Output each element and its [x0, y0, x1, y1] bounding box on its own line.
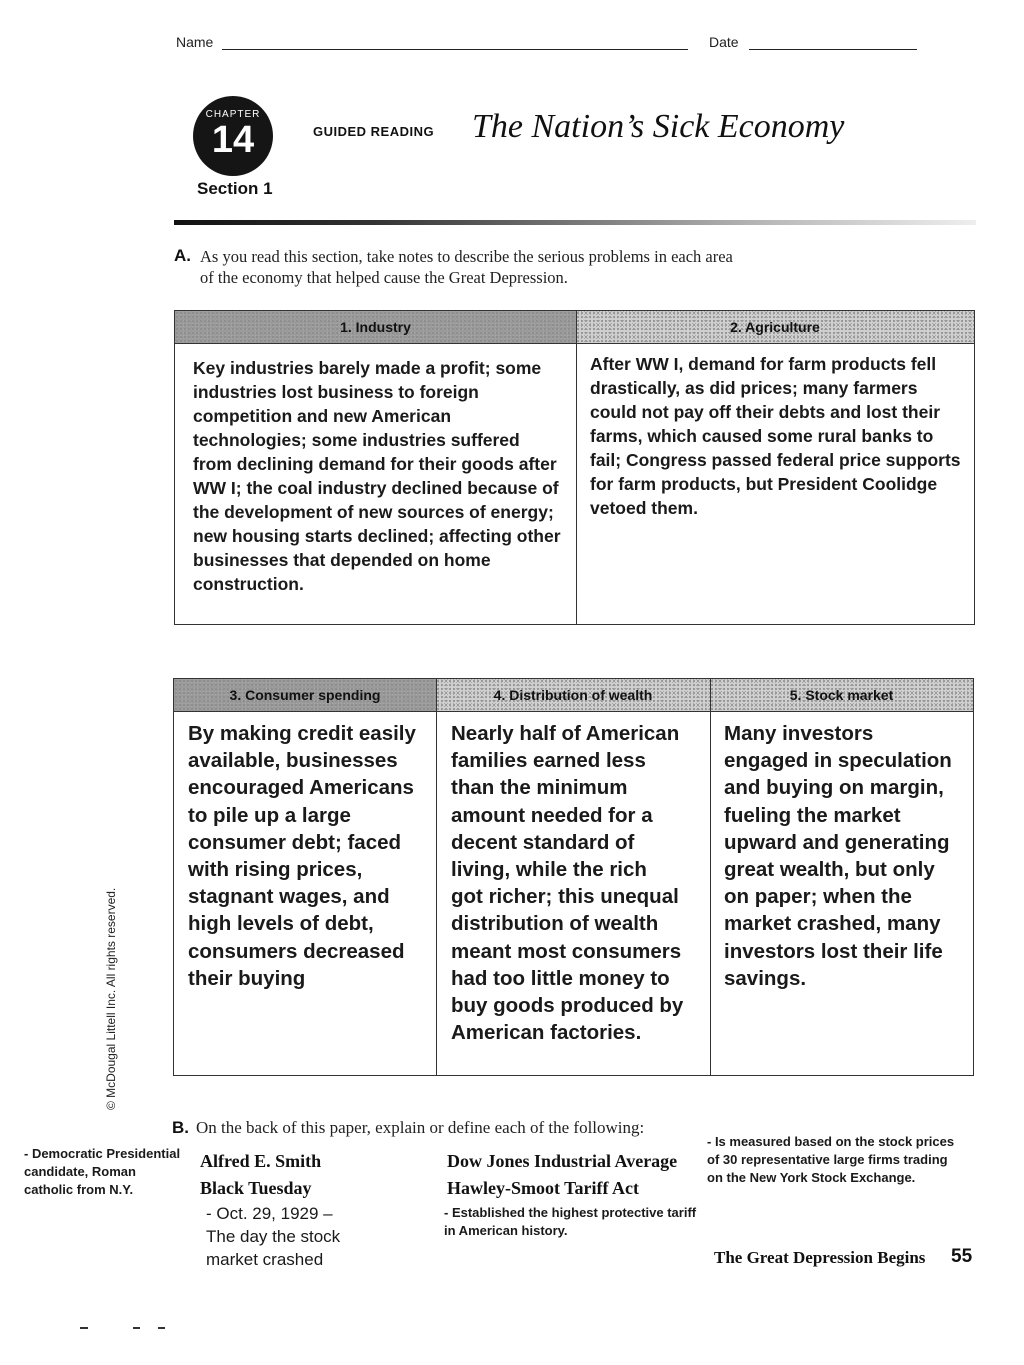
- section-label: Section 1: [197, 179, 273, 198]
- answer-line: encouraged Americans: [188, 776, 414, 800]
- answer-line: living, while the rich: [451, 858, 647, 882]
- answer-line: got richer; this unequal: [451, 885, 679, 909]
- answer-line: After WW I, demand for farm products fell: [590, 354, 937, 374]
- date-label: Date: [709, 34, 739, 50]
- box-answer-distribution-of-wealth[interactable]: [451, 720, 707, 1046]
- box-heading-stock-market: 5. Stock market: [710, 679, 973, 712]
- part-b-instructions: On the back of this paper, explain or define each of the following:: [196, 1118, 645, 1137]
- box-heading-agriculture: 2. Agriculture: [576, 311, 974, 344]
- page-title: The Nation’s Sick Economy: [472, 108, 845, 145]
- answer-line: industries lost business to foreign: [193, 382, 479, 402]
- answer-line: drastically, as did prices; many farmers: [590, 378, 918, 398]
- chapter-number: 14: [211, 119, 255, 161]
- answer-line: market crashed, many: [724, 912, 941, 936]
- answer-line: Nearly half of American: [451, 722, 680, 745]
- box-heading-industry: 1. Industry: [175, 311, 576, 344]
- page-number: 55: [951, 1246, 973, 1267]
- name-line[interactable]: [222, 49, 688, 50]
- note-line: - Oct. 29, 1929 –: [206, 1204, 333, 1223]
- answer-line: with rising prices,: [188, 858, 363, 882]
- answer-line: meant most consumers: [451, 939, 682, 963]
- chapter-word: CHAPTER: [205, 109, 261, 120]
- box-divider: [710, 679, 711, 1075]
- answer-line: great wealth, but only: [724, 858, 935, 882]
- box-answer-industry[interactable]: [193, 356, 571, 596]
- note-dow-jones: [707, 1133, 1007, 1187]
- answer-line: technologies; some industries suffered: [193, 430, 520, 450]
- guided-reading-label: GUIDED READING: [313, 124, 435, 139]
- answer-line: By making credit easily: [188, 722, 416, 745]
- answer-line: fail; Congress passed federal price supports: [590, 450, 961, 470]
- answer-line: investors lost their life: [724, 939, 943, 963]
- part-b-letter: B.: [172, 1118, 189, 1137]
- answer-line: new housing starts declined; affecting other: [193, 526, 561, 546]
- part-a-letter: A.: [174, 246, 191, 265]
- note-line: on the New York Stock Exchange.: [707, 1170, 916, 1185]
- note-line: in American history.: [444, 1223, 568, 1238]
- answer-line: engaged in speculation: [724, 749, 952, 773]
- term-hawley-smoot: Hawley-Smoot Tariff Act: [447, 1178, 639, 1198]
- term-alfred-smith: Alfred E. Smith: [200, 1151, 322, 1171]
- answer-line: than the minimum: [451, 776, 628, 800]
- box-divider: [436, 679, 437, 1075]
- note-line: catholic from N.Y.: [24, 1182, 134, 1197]
- answer-line: and buying on margin,: [724, 776, 944, 800]
- scan-speck: [133, 1327, 140, 1329]
- term-black-tuesday: Black Tuesday: [200, 1178, 312, 1198]
- answer-line: their buying: [188, 966, 306, 990]
- answer-line: for farm products, but President Coolidge: [590, 474, 938, 494]
- answer-line: Key industries barely made a profit; some: [193, 358, 542, 378]
- answer-line: families earned less: [451, 749, 646, 773]
- answer-line: farms, which caused some rural banks to: [590, 426, 934, 446]
- scan-speck: [158, 1327, 165, 1329]
- answer-line: consumers decreased: [188, 939, 405, 963]
- answer-line: upward and generating: [724, 830, 950, 854]
- answer-line: amount needed for a: [451, 803, 653, 827]
- note-hawley-smoot: [444, 1204, 714, 1240]
- answer-line: high levels of debt,: [188, 912, 374, 936]
- chapter-badge: [193, 96, 273, 176]
- notes-table-bottom: [173, 678, 974, 1076]
- answer-line: decent standard of: [451, 830, 635, 854]
- answer-line: American factories.: [451, 1021, 642, 1045]
- term-dow-jones: Dow Jones Industrial Average: [447, 1151, 678, 1171]
- note-line: market crashed: [206, 1250, 324, 1269]
- answer-line: competition and new American: [193, 406, 452, 426]
- header-rule: [174, 220, 976, 225]
- answer-line: stagnant wages, and: [188, 885, 390, 909]
- box-divider: [576, 311, 577, 624]
- note-line: - Democratic Presidential: [24, 1146, 181, 1161]
- footer-title: The Great Depression Begins: [714, 1248, 926, 1267]
- answer-line: WW I; the coal industry declined because of: [193, 478, 559, 498]
- box-heading-distribution-of-wealth: 4. Distribution of wealth: [436, 679, 710, 712]
- note-smith: [24, 1145, 194, 1199]
- part-a-instructions: [200, 246, 840, 288]
- note-line: - Established the highest protective tariff: [444, 1205, 697, 1220]
- date-line[interactable]: [749, 49, 917, 50]
- answer-line: to pile up a large: [188, 803, 351, 827]
- answer-line: Many investors: [724, 722, 874, 745]
- note-line: candidate, Roman: [24, 1164, 136, 1179]
- answer-line: fueling the market: [724, 803, 901, 827]
- answer-line: vetoed them.: [590, 498, 698, 518]
- answer-line: distribution of wealth: [451, 912, 659, 936]
- box-answer-agriculture[interactable]: [590, 352, 972, 520]
- name-label: Name: [176, 34, 214, 50]
- answer-line: could not pay off their debts and lost their: [590, 402, 941, 422]
- box-heading-consumer-spending: 3. Consumer spending: [174, 679, 436, 712]
- answer-line: available, businesses: [188, 749, 398, 773]
- note-line: The day the stock: [206, 1227, 341, 1246]
- part-a-instructions-line: As you read this section, take notes to describe the serious problems in each area: [200, 247, 733, 266]
- part-a-instructions-line: of the economy that helped cause the Great Depression.: [200, 268, 568, 287]
- answer-line: from declining demand for their goods after: [193, 454, 557, 474]
- answer-line: savings.: [724, 966, 807, 990]
- note-black-tuesday: [206, 1202, 406, 1271]
- box-answer-consumer-spending[interactable]: [188, 720, 434, 992]
- scan-speck: [80, 1327, 88, 1329]
- answer-line: consumer debt; faced: [188, 830, 402, 854]
- answer-line: had too little money to: [451, 966, 670, 990]
- notes-table-top: [174, 310, 975, 625]
- answer-line: the development of new sources of energy;: [193, 502, 554, 522]
- answer-line: on paper; when the: [724, 885, 912, 909]
- note-line: - Is measured based on the stock prices: [707, 1134, 955, 1149]
- box-answer-stock-market[interactable]: [724, 720, 972, 992]
- note-line: of 30 representative large firms trading: [707, 1152, 948, 1167]
- copyright-notice: © McDougal Littell Inc. All rights reserved.: [104, 887, 118, 1110]
- answer-line: construction.: [193, 574, 304, 594]
- answer-line: buy goods produced by: [451, 994, 684, 1018]
- answer-line: businesses that depended on home: [193, 550, 491, 570]
